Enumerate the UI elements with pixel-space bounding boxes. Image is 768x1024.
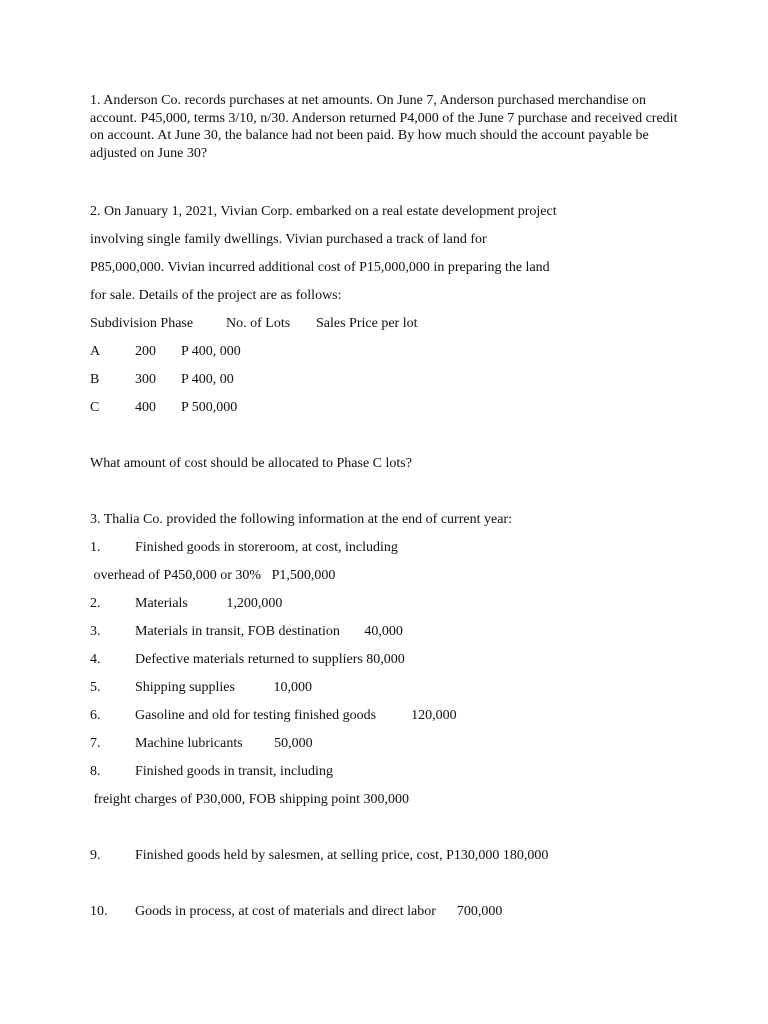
header-phase: Subdivision Phase xyxy=(90,316,194,331)
q3-intro: 3. Thalia Co. provided the following information at the end of current year: xyxy=(90,512,512,527)
item-text: Materials in transit, FOB destination 40,000 xyxy=(135,624,403,639)
header-lots: No. of Lots xyxy=(226,316,291,331)
item-text: Goods in process, at cost of materials and direct labor 700,000 xyxy=(135,904,503,919)
question-1 xyxy=(90,92,680,162)
row-phase: C xyxy=(90,400,100,415)
item-number: 8. xyxy=(90,764,101,779)
item-text: overhead of P450,000 or 30% P1,500,000 xyxy=(90,568,336,583)
item-number: 9. xyxy=(90,848,101,863)
row-price: P 400, 00 xyxy=(181,372,234,387)
item-number: 5. xyxy=(90,680,101,695)
q2-line: involving single family dwellings. Vivian purchased a track of land for xyxy=(90,232,487,247)
item-text: Shipping supplies 10,000 xyxy=(135,680,312,695)
row-lots: 300 xyxy=(135,372,156,387)
row-price: P 500,000 xyxy=(181,400,238,415)
row-phase: A xyxy=(90,344,101,359)
row-price: P 400, 000 xyxy=(181,344,241,359)
item-number: 10. xyxy=(90,904,108,919)
q2-line: for sale. Details of the project are as follows: xyxy=(90,288,342,303)
item-text: Gasoline and old for testing finished goods 120,000 xyxy=(135,708,457,723)
row-lots: 200 xyxy=(135,344,156,359)
item-text: Materials 1,200,000 xyxy=(135,596,283,611)
q1-line: on account. At June 30, the balance had not been paid. By how much should the account payable be xyxy=(90,128,649,143)
item-text: Defective materials returned to suppliers 80,000 xyxy=(135,652,405,667)
item-number: 2. xyxy=(90,596,101,611)
item-number: 1. xyxy=(90,540,101,555)
item-text: Finished goods in storeroom, at cost, including xyxy=(135,540,398,555)
item-text: Finished goods held by salesmen, at selling price, cost, P130,000 180,000 xyxy=(135,848,549,863)
q1-line: adjusted on June 30? xyxy=(90,145,208,161)
q2-line: 2. On January 1, 2021, Vivian Corp. embarked on a real estate development project xyxy=(90,204,557,219)
q1-line: 1. Anderson Co. records purchases at net amounts. On June 7, Anderson purchased merchandise on xyxy=(90,93,646,108)
item-number: 7. xyxy=(90,736,101,751)
item-number: 4. xyxy=(90,652,101,667)
header-price: Sales Price per lot xyxy=(316,316,418,331)
row-phase: B xyxy=(90,372,100,387)
q2-line: P85,000,000. Vivian incurred additional cost of P15,000,000 in preparing the land xyxy=(90,260,550,275)
q2-question: What amount of cost should be allocated to Phase C lots? xyxy=(90,456,412,471)
item-text: Finished goods in transit, including xyxy=(135,764,333,779)
item-text: Machine lubricants 50,000 xyxy=(135,736,313,751)
item-number: 3. xyxy=(90,624,101,639)
row-lots: 400 xyxy=(135,400,156,415)
item-text: freight charges of P30,000, FOB shipping point 300,000 xyxy=(90,792,410,807)
item-number: 6. xyxy=(90,708,101,723)
q1-line: account. P45,000, terms 3/10, n/30. Anderson returned P4,000 of the June 7 purchase and received credit xyxy=(90,110,678,126)
